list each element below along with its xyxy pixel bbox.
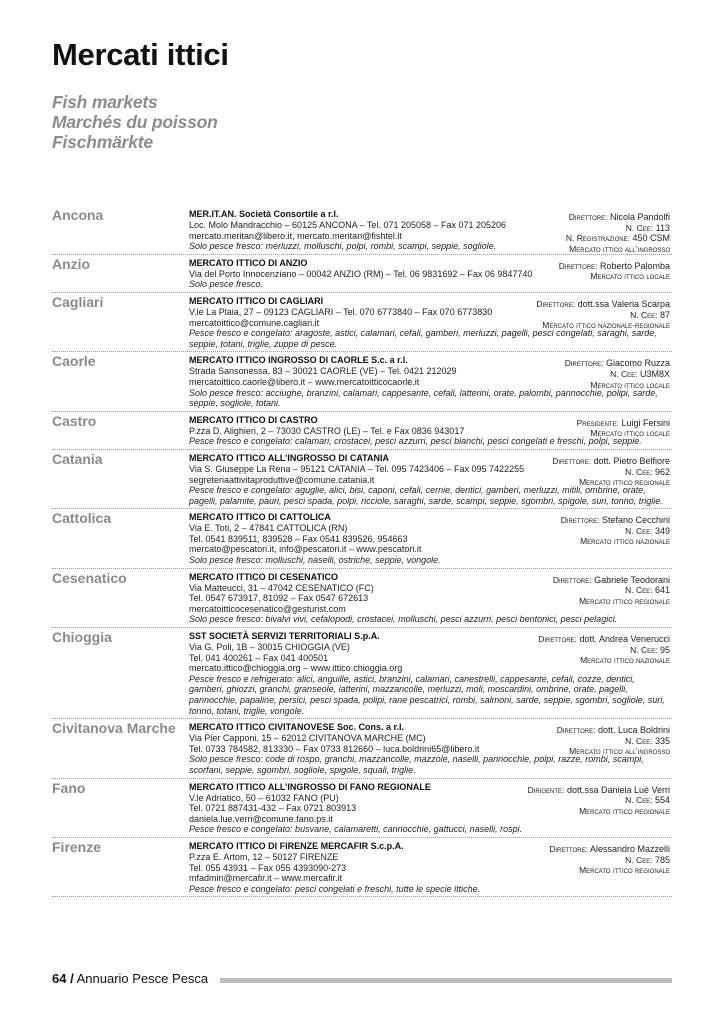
products-note: Solo pesce fresco: merluzzi, molluschi, polpi, rombi, scampi, seppie, sogliole. — [189, 241, 497, 252]
contact-line: Via Pier Capponi, 15 – 62012 CIVITANOVA MARCHE (MC) — [189, 733, 426, 744]
info-line — [559, 271, 670, 282]
market-entry — [52, 255, 672, 293]
info-value: dott. Luca Boldrini — [597, 725, 670, 736]
market-entry — [52, 412, 672, 450]
info-label: Mercato ittico locale — [590, 271, 670, 282]
footer-separator: / — [70, 971, 74, 986]
info-line — [566, 244, 670, 255]
info-line — [557, 725, 670, 736]
info-label: Direttore: — [568, 212, 608, 222]
market-entry — [52, 352, 672, 411]
products-note: Solo pesce fresco: molluschi, naselli, ostriche, seppie, vongole. — [189, 555, 441, 566]
contact-line: segreteriaattivitaproduttive@comune.catania.it — [189, 474, 375, 485]
market-info — [553, 575, 670, 607]
market-details — [189, 209, 672, 252]
info-line — [565, 369, 670, 380]
info-label: Presidente: — [576, 417, 619, 428]
info-value: dott. Andrea Venerucci — [579, 634, 670, 645]
info-line — [566, 223, 670, 234]
contact-line: Via G. Poli, 1B – 30015 CHIOGGIA (VE) — [189, 642, 350, 653]
info-line — [565, 380, 670, 391]
contact-line: mercato@pescatori.it, info@pescatori.it – www.pescatori.it — [189, 544, 422, 555]
info-value: 785 — [654, 854, 670, 865]
info-value: dott. Pietro Belfiore — [593, 455, 670, 466]
info-line — [549, 865, 670, 876]
contact-line: Loc. Molo Mandracchio – 60125 ANCONA – Tel. 071 205058 – Fax 071 205206 — [189, 220, 507, 230]
products-note: Solo pesce fresco. — [189, 279, 264, 290]
info-line — [565, 358, 670, 369]
market-entry — [52, 509, 672, 568]
contact-line: V.le Adriatico, 50 – 61032 FANO (PU) — [189, 792, 339, 803]
info-label: Direttore: — [564, 358, 604, 369]
info-label: N. Cee: — [610, 368, 638, 379]
market-info — [528, 785, 670, 817]
footer-folio — [52, 971, 208, 986]
market-info — [552, 456, 670, 488]
info-line — [566, 212, 670, 223]
page-number: 64 — [52, 971, 67, 986]
info-label: Mercato ittico nazionale-regionale — [542, 320, 670, 331]
products-note: Solo pesce fresco: bivalvi vivi, cefalopodi, crostacei, molluschi, pesci azzurri, pesci bentonici, pesci pelagici. — [189, 614, 618, 625]
info-line — [536, 320, 670, 331]
info-value: Giacomo Ruzza — [605, 358, 670, 369]
page-footer — [52, 970, 672, 988]
market-name: MERCATO ITTICO DI CASTRO — [189, 414, 318, 425]
info-value: 641 — [654, 585, 670, 596]
info-label: Mercato ittico locale — [590, 379, 670, 390]
market-details — [189, 512, 672, 565]
market-info — [536, 299, 670, 331]
contact-line: Tel. 0733 784582, 813330 – Fax 0733 812660 – luca.boldrini65@libero.it — [189, 743, 480, 754]
info-label: N. Cee: — [625, 854, 653, 865]
market-list — [52, 206, 672, 897]
info-value: U3M8X — [639, 368, 670, 379]
market-name: MERCATO ITTICO ALL’INGROSSO DI CATANIA — [189, 452, 389, 463]
market-details — [189, 631, 672, 716]
info-line — [528, 806, 670, 817]
info-label: Direttore: — [538, 634, 577, 645]
city-name: Castro — [52, 412, 97, 429]
info-line — [549, 855, 670, 866]
contact-line: Tel. 0721 887431-432 – Fax 0721 803913 — [189, 803, 357, 814]
market-info — [566, 212, 670, 254]
city-name: Firenze — [52, 838, 102, 855]
market-name: MERCATO ITTICO DI CATTOLICA — [189, 512, 331, 523]
info-value: 335 — [654, 735, 670, 746]
contact-line: Via S. Giuseppe La Rena – 95121 CATANIA – Tel. 095 7423406 – Fax 095 7422255 — [189, 463, 525, 474]
info-label: N. Cee: — [625, 585, 653, 596]
contact-line: V.le La Plaia, 27 – 09123 CAGLIARI – Tel. 070 6773840 – Fax 070 6773830 — [189, 306, 493, 317]
market-details — [189, 453, 672, 506]
info-value: Roberto Palomba — [599, 260, 670, 271]
market-info — [559, 261, 670, 282]
products-note: Pesce fresco e congelato: busvane, calamaretti, cannocchie, gattucci, naselli, rospi. — [189, 824, 523, 835]
contact-line: Tel. 0547 673917, 81092 – Fax 0547 672613 — [189, 593, 369, 604]
info-label: N. Cee: — [625, 466, 653, 477]
city-name: Civitanova Marche — [52, 720, 176, 737]
info-value: Alessandro Mazzelli — [589, 843, 670, 854]
market-entry — [52, 293, 672, 352]
market-info — [561, 515, 670, 547]
info-value: Nicola Pandolfi — [609, 212, 670, 222]
market-details — [189, 258, 672, 290]
contact-line: Strada Sansonessa, 83 – 30021 CAORLE (VE) – Tel. 0421 212029 — [189, 366, 457, 377]
info-label: Direttore: — [558, 260, 598, 271]
market-entry — [52, 569, 672, 628]
info-value: Luigi Fersini — [621, 417, 670, 428]
info-label: Mercato ittico regionale — [579, 805, 670, 816]
info-line — [561, 515, 670, 526]
info-line — [561, 526, 670, 537]
info-line — [552, 477, 670, 488]
market-details — [189, 572, 672, 625]
info-line — [552, 467, 670, 478]
info-label: N. Cee: — [630, 309, 658, 320]
info-label: N. Cee: — [625, 735, 653, 746]
contact-line: mfadmin@mercafir.it – www.mercafir.it — [189, 873, 343, 884]
info-value: Gabriele Teodorani — [594, 574, 670, 585]
contact-line: Tel. 055 43931 – Fax 055 4393090-273 — [189, 862, 347, 873]
contact-line: mercato.ittico@chioggia.org – www.ittico.chioggia.org — [189, 663, 403, 674]
products-note: Pesce fresco e congelato: aguglie, alici, bisi, caponi, cefali, cernie, dentici, gamberi, merluzzi, mitili, ombrine, orate, pagelli, palamite, pauri, pesci spada, polpi, ricciole, saraghi, sarde, scampi, seppie, sgombri, spigole, suri, tonno, triglie. — [189, 485, 663, 506]
market-name: SST SOCIETÀ SERVIZI TERRITORIALI S.p.A. — [189, 631, 380, 642]
market-details — [189, 296, 672, 349]
market-details — [189, 355, 672, 408]
info-line — [538, 645, 670, 656]
info-line — [553, 596, 670, 607]
info-label: Mercato ittico all’ingrosso — [569, 243, 670, 254]
subtitle-english: Fish markets — [52, 92, 158, 112]
products-note: Pesce fresco e congelato: calamari, crostacei, pesci azzurri, pesci bianchi, pesci congelati e freschi, polpi, seppie. — [189, 436, 642, 447]
market-entry — [52, 628, 672, 719]
info-label: N. Cee: — [625, 222, 654, 233]
page-title: Mercati ittici — [52, 37, 229, 72]
market-info — [549, 844, 670, 876]
market-details — [189, 415, 672, 447]
market-entry — [52, 206, 672, 255]
market-info — [538, 634, 670, 666]
contact-line: mercatoittico.caorle@libero.it – www.mercatoitticocaorle.it — [189, 376, 420, 387]
info-label: Mercato ittico regionale — [579, 865, 670, 876]
info-label: Mercato ittico regionale — [579, 477, 670, 488]
info-label: N. Cee: — [625, 795, 653, 806]
market-name: MERCATO ITTICO DI CAGLIARI — [189, 295, 324, 306]
info-line — [528, 785, 670, 796]
market-name: MERCATO ITTICO INGROSSO DI CAORLE S.c. a r.l. — [189, 355, 408, 366]
products-note: Solo pesce fresco: code di rospo, granchi, mazzancolle, mazzole, naselli, pannocchie, polpi, razze, rombi, scampi, scorfani, seppie, sgombri, sogliole, spigole, squali, triglie. — [189, 754, 644, 775]
info-value: 450 CSM — [632, 233, 670, 244]
info-line — [557, 736, 670, 747]
info-value: 349 — [654, 525, 670, 536]
contact-line: Via E. Toti, 2 – 47841 CATTOLICA (RN) — [189, 523, 348, 534]
subtitle-german: Fischmärkte — [52, 132, 153, 152]
contact-line: P.zza E. Artom, 12 – 50127 FIRENZE — [189, 851, 339, 862]
info-line — [536, 299, 670, 310]
info-label: Mercato ittico all’ingrosso — [569, 746, 670, 757]
products-note: Pesce fresco e congelato: pesci congelati e freschi, tutte le specie ittiche. — [189, 883, 481, 894]
market-name: MERCATO ITTICO DI FIRENZE MERCAFIR S.c.p.A. — [189, 840, 404, 851]
market-entry — [52, 450, 672, 509]
products-note: Pesce fresco e congelato: aragoste, astici, calamari, cefali, gamberi, merluzzi, pagelli, pesci congelati, saraghi, sarde, seppie, totani, triglie, zuppe di pesce. — [189, 328, 657, 349]
info-label: Mercato ittico regionale — [579, 595, 670, 606]
market-name: MERCATO ITTICO CIVITANOVESE Soc. Cons. a r.l. — [189, 722, 405, 733]
info-value: 87 — [659, 309, 670, 320]
info-label: N. Registrazione: — [565, 233, 630, 244]
market-name: MERCATO ITTICO DI ANZIO — [189, 257, 308, 268]
city-name: Cattolica — [52, 510, 112, 527]
info-line — [549, 844, 670, 855]
info-label: Direttore: — [556, 725, 596, 736]
contact-line: mercato.meritan@libero.it, mercato.meritan@fishtel.it — [189, 230, 402, 241]
market-entry — [52, 838, 672, 897]
city-name: Catania — [52, 450, 103, 467]
market-name: MERCATO ITTICO DI CESENATICO — [189, 571, 339, 582]
market-info — [577, 418, 670, 439]
city-name: Cagliari — [52, 293, 104, 310]
info-label: Direttore: — [549, 843, 588, 854]
market-entry — [52, 779, 672, 838]
info-line — [559, 261, 670, 272]
city-name: Anzio — [52, 255, 91, 272]
contact-line: Via del Porto Innocenziano – 00042 ANZIO (RM) – Tel. 06 9831692 – Fax 06 9847740 — [189, 268, 533, 279]
contact-line: Tel. 0541 839511, 839528 – Fax 0541 839526, 954663 — [189, 533, 408, 544]
info-label: N. Cee: — [630, 644, 658, 655]
info-label: Direttore: — [552, 455, 591, 466]
info-line — [536, 310, 670, 321]
info-value: dott.ssa Valeria Scarpa — [577, 298, 670, 309]
market-name: MER.IT.AN. Società Consortile a r.l. — [189, 209, 339, 219]
contact-line: daniela.lue.verri@comune.fano.ps.it — [189, 813, 333, 824]
market-entry — [52, 719, 672, 778]
contact-line: mercatoitticocesenatico@gesturist.com — [189, 603, 346, 614]
info-label: Direttore: — [536, 298, 576, 309]
info-line — [528, 795, 670, 806]
market-details — [189, 841, 672, 894]
info-label: Direttore: — [560, 515, 600, 526]
info-label: Mercato ittico locale — [590, 428, 670, 439]
market-details — [189, 782, 672, 835]
city-name: Caorle — [52, 353, 96, 370]
info-label: Mercato ittico nazionale — [580, 536, 670, 547]
contact-line: mercatoittico@comune.cagliari.it — [189, 317, 320, 328]
market-name: MERCATO ITTICO ALL’INGROSSO DI FANO REGIONALE — [189, 781, 431, 792]
info-line — [577, 418, 670, 429]
products-note: Solo pesce fresco: acciughe, branzini, calamari, cappesante, cefali, latterini, orate, palombi, pannocchie, polipi, sarde, seppie, sogliole, totani. — [189, 387, 658, 409]
info-value: 95 — [659, 644, 670, 655]
info-line — [553, 575, 670, 586]
page — [52, 36, 672, 894]
info-value: dott.ssa Daniela Luè Verri — [566, 784, 670, 795]
subtitle-group — [52, 92, 672, 152]
contact-line: Via Matteucci, 31 – 47042 CESENATICO (FC) — [189, 582, 374, 593]
info-line — [561, 536, 670, 547]
info-label: Direttore: — [552, 574, 592, 585]
info-line — [538, 634, 670, 645]
info-value: 554 — [654, 795, 670, 806]
info-line — [577, 428, 670, 439]
info-label: Dirigente: — [527, 784, 565, 795]
contact-line: Tel. 041 400261 – Fax 041 400501 — [189, 652, 329, 663]
info-value: 962 — [654, 466, 670, 477]
info-label: N. Cee: — [625, 525, 653, 536]
info-value: Stefano Cecchini — [601, 515, 670, 526]
contact-line: P.zza D. Alighieri, 2 – 73030 CASTRO (LE) – Tel. e Fax 0836 943017 — [189, 425, 465, 436]
market-info — [565, 358, 670, 390]
info-line — [552, 456, 670, 467]
info-line — [557, 746, 670, 757]
city-name: Fano — [52, 779, 86, 796]
info-value: 113 — [655, 222, 670, 233]
info-line — [566, 233, 670, 244]
products-note: Pesce fresco e refrigerato: alici, anguille, astici, branzini, calamari, canestrelli, cappesante, cefali, cozze, dentici, gamberi, ghiozzi, granchi, granseole, latterini, mazzancolle, merluzzi, moli, moscardini, ombrine, orate, pagelli, pannocchie, papaline, persici, pesci spada, polipi, rane pescatrici, rombi, salmoni, sarde, seppie, sgombri, sogliole, suri, tonno, totani, triglie, vongole. — [189, 673, 665, 716]
info-label: Mercato ittico nazionale — [580, 655, 670, 666]
city-name: Cesenatico — [52, 569, 127, 586]
publication-name: Annuario Pesce Pesca — [76, 971, 209, 986]
footer-rule — [220, 978, 672, 983]
subtitle-french: Marchés du poisson — [52, 112, 218, 132]
info-line — [538, 655, 670, 666]
market-info — [557, 725, 670, 757]
city-name: Ancona — [52, 207, 104, 223]
market-details — [189, 722, 672, 775]
city-name: Chioggia — [52, 629, 112, 646]
info-line — [553, 585, 670, 596]
